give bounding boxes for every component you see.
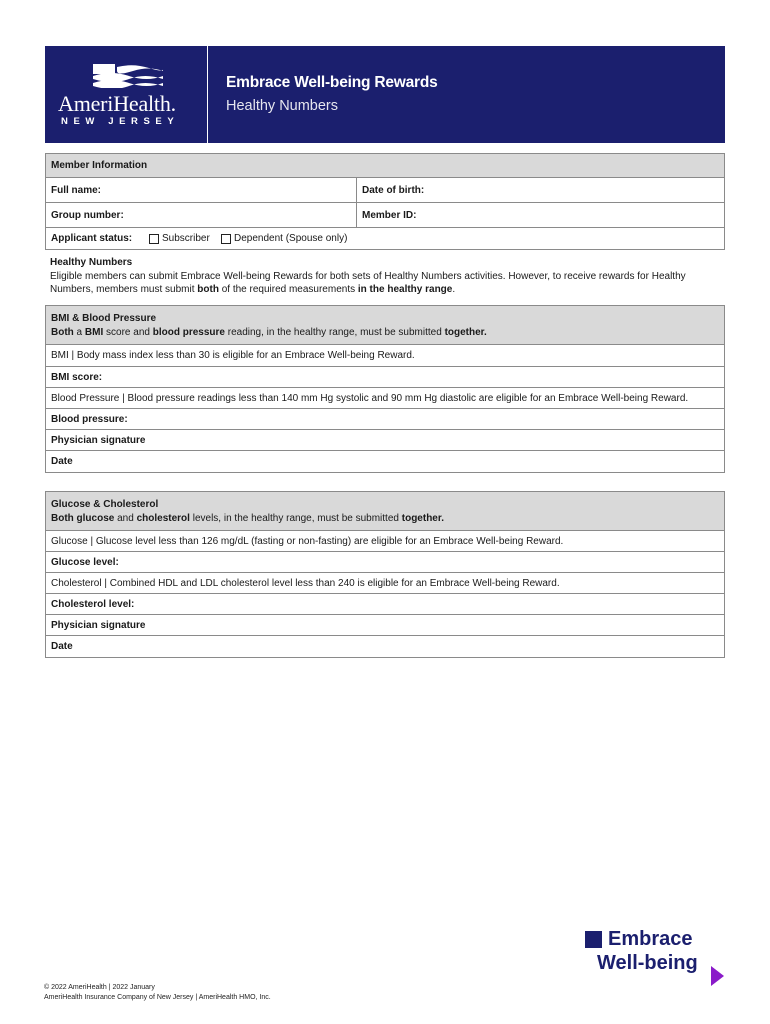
applicant-status-label: Applicant status: xyxy=(51,233,133,244)
healthy-numbers-section xyxy=(50,256,720,297)
square-icon xyxy=(585,931,602,948)
cholesterol-field[interactable]: Cholesterol level: xyxy=(46,594,724,615)
cholesterol-info-row: Cholesterol | Combined HDL and LDL cholesterol level less than 240 is eligible for an Embrace Well-being Reward. xyxy=(46,573,724,594)
dependent-checkbox[interactable] xyxy=(221,234,231,244)
glucose-date-field[interactable]: Date xyxy=(51,641,73,652)
subscriber-label: Subscriber xyxy=(162,233,210,244)
logo-line1: Embrace xyxy=(608,928,693,950)
footer-copyright xyxy=(44,983,271,1003)
dependent-option[interactable] xyxy=(221,233,347,244)
glucose-info-row: Glucose | Glucose level less than 126 mg/dL (fasting or non-fasting) are eligible for an Embrace Well-being Reward. xyxy=(46,531,724,552)
copyright-line: © 2022 AmeriHealth | 2022 January xyxy=(44,984,155,991)
arrow-icon xyxy=(711,966,724,986)
logo-brand: AmeriHealth. xyxy=(58,91,176,116)
healthy-numbers-text: Eligible members can submit Embrace Well-being Rewards for both sets of Healthy Numbers activities. However, to receive rewards for Healthy Numbers, members must submit both of the required measurements in the healthy range. xyxy=(50,270,686,295)
company-line: AmeriHealth Insurance Company of New Jersey | AmeriHealth HMO, Inc. xyxy=(44,994,271,1001)
bmi-bp-header xyxy=(46,306,724,345)
amerihealth-logo xyxy=(45,46,208,143)
member-info-table xyxy=(45,153,725,250)
flag-icon xyxy=(93,64,163,88)
member-id-field[interactable]: Member ID: xyxy=(356,203,724,227)
bmi-bp-table xyxy=(45,305,725,473)
header-banner xyxy=(45,46,725,143)
bmi-info-row: BMI | Body mass index less than 30 is eligible for an Embrace Well-being Reward. xyxy=(46,345,724,367)
bmi-physician-signature-field[interactable]: Physician signature xyxy=(46,430,724,451)
bmi-date-field[interactable]: Date xyxy=(51,456,73,467)
logo-subtitle: NEW JERSEY xyxy=(61,116,180,127)
member-info-header: Member Information xyxy=(46,154,724,178)
subscriber-checkbox[interactable] xyxy=(149,234,159,244)
healthy-numbers-heading: Healthy Numbers xyxy=(50,257,133,268)
bp-field[interactable]: Blood pressure: xyxy=(46,409,724,430)
subscriber-option[interactable] xyxy=(149,233,221,244)
bmi-bp-subtitle: Both a BMI score and blood pressure reading, in the healthy range, must be submitted together. xyxy=(51,327,487,338)
glucose-physician-signature-field[interactable]: Physician signature xyxy=(46,615,724,636)
dependent-label: Dependent (Spouse only) xyxy=(234,233,348,244)
full-name-field[interactable]: Full name: xyxy=(51,184,102,196)
bp-info-row: Blood Pressure | Blood pressure readings less than 140 mm Hg systolic and 90 mm Hg diastolic are eligible for an Embrace Well-being Reward. xyxy=(46,388,724,409)
glucose-cholesterol-table xyxy=(45,491,725,658)
dob-field[interactable]: Date of birth: xyxy=(356,178,724,202)
page-title: Embrace Well-being Rewards xyxy=(226,74,438,91)
glucose-field[interactable]: Glucose level: xyxy=(46,552,724,573)
group-number-field[interactable]: Group number: xyxy=(51,209,124,221)
bmi-bp-title: BMI & Blood Pressure xyxy=(51,313,157,324)
glucose-cholesterol-header xyxy=(46,492,724,531)
glucose-cholesterol-title: Glucose & Cholesterol xyxy=(51,499,159,510)
glucose-cholesterol-subtitle: Both glucose and cholesterol levels, in the healthy range, must be submitted together. xyxy=(51,513,444,524)
bmi-score-field[interactable]: BMI score: xyxy=(46,367,724,388)
page-subtitle: Healthy Numbers xyxy=(226,98,339,114)
logo-line2: Well-being xyxy=(597,952,698,974)
